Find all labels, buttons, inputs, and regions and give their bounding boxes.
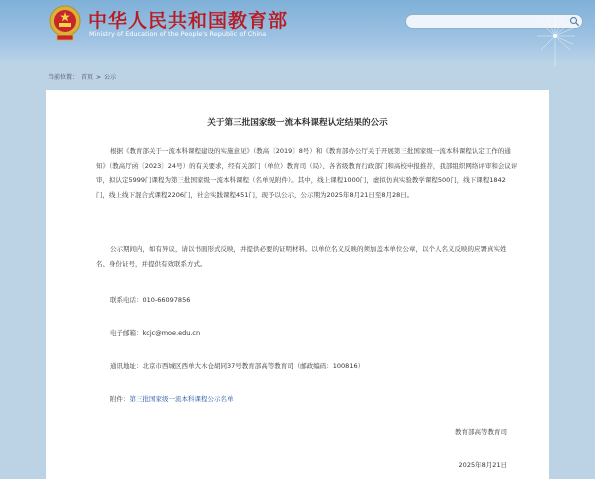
contact-phone: 联系电话：010-66097856: [110, 296, 191, 304]
article-paragraph-1: 根据《教育部关于一流本科课程建设的实施意见》（教高〔2019〕8号）和《教育部办公厅关于开展第三批国家级一流本科课程认定工作的通知》（教高厅函〔2023〕24号）的有关要求，经有关部门（单位）教育司（局）、各省级教育行政部门和高校申报推荐，我部组织网络评审和会议评审，拟认定5999门课程为第三批国家级一流本科课程（名单见附件）。其中，线上课程1000门，虚拟仿真实验教学课程500门，线下课程1842门，线上线下混合式课程2206门，社会实践课程451门，现予以公示，公示期为2025年8月21日至8月28日。: [96, 147, 518, 199]
breadcrumb-separator: >: [96, 74, 102, 81]
attachment-line: [110, 394, 234, 403]
attachment-link[interactable]: 第三批国家级一流本科课程公示名单: [129, 395, 234, 403]
article-paragraph-2: 公示期间内，如有异议，请以书面形式反映，并提供必要的证明材料。以单位名义反映的须加盖本单位公章，以个人名义反映的应署真实姓名、身份证号，并提供有效联系方式。: [96, 245, 507, 268]
breadcrumb-item-home[interactable]: 首页: [81, 74, 94, 81]
contact-address: 通讯地址：北京市西城区西单大木仓胡同37号教育部高等教育司（邮政编码：100816）: [110, 362, 365, 370]
publish-date: 2025年8月21日: [458, 461, 507, 469]
site-title: 中华人民共和国教育部: [88, 10, 289, 32]
article-title: 关于第三批国家级一流本科课程认定结果的公示: [207, 118, 388, 128]
breadcrumb: [48, 72, 119, 81]
site-header: [0, 0, 595, 62]
site-subtitle: Ministry of Education of the People's Republic of China: [89, 30, 267, 38]
national-emblem-icon: [48, 5, 82, 41]
contact-email: 电子邮箱：kcjc@moe.edu.cn: [110, 329, 201, 337]
dandelion-decoration-icon: [515, 8, 590, 68]
signature: 教育部高等教育司: [455, 428, 507, 436]
breadcrumb-item-notice[interactable]: 公示: [104, 74, 117, 81]
breadcrumb-label: 当前位置：: [48, 74, 79, 81]
article-panel: [46, 90, 549, 479]
attachment-label: 附件：: [110, 395, 130, 403]
